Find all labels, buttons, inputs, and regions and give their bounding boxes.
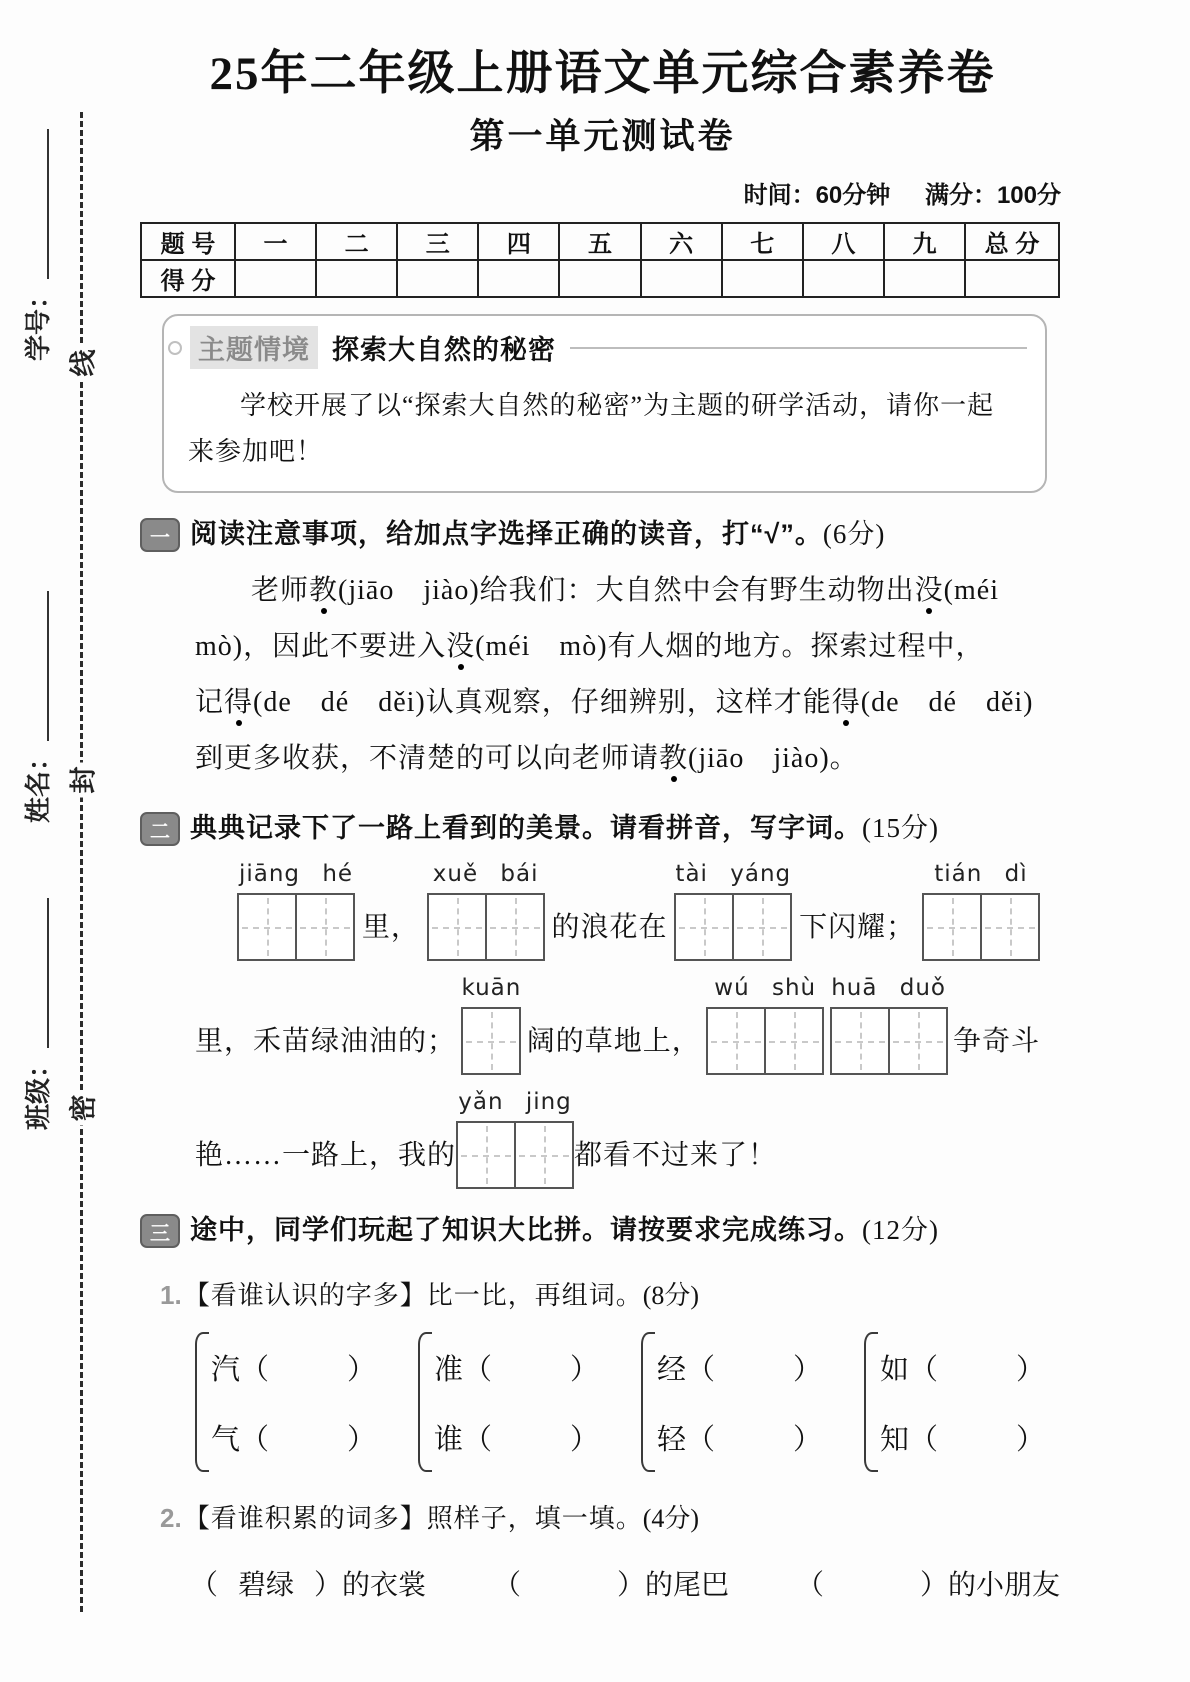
score-table-header-cell: 二 xyxy=(316,223,397,260)
writing-cell[interactable] xyxy=(674,893,734,961)
writing-box-group xyxy=(456,1089,574,1189)
writing-cells xyxy=(461,1007,521,1075)
seal-margin xyxy=(0,0,140,1682)
writing-box-group xyxy=(830,975,948,1075)
writing-cell[interactable] xyxy=(427,893,487,961)
pinyin-label: xuě bái xyxy=(432,861,539,887)
compare-character: 准 xyxy=(433,1353,463,1386)
open-paren: （ xyxy=(908,1423,938,1456)
pair-bracket xyxy=(864,1332,878,1472)
sentence-text: 里， xyxy=(361,912,420,943)
subquestion-1-label: 【看谁认识的字多】 xyxy=(183,1281,427,1310)
open-paren: （ xyxy=(492,1570,521,1601)
pair-bracket xyxy=(195,1332,209,1472)
fill-item xyxy=(493,1563,729,1603)
section-number-badge: 二 xyxy=(140,812,180,846)
passage-text: (méi xyxy=(943,575,999,606)
fill-item xyxy=(796,1563,1060,1603)
sentence-text: 争奇斗 xyxy=(952,1026,1040,1057)
section-1-title xyxy=(190,515,885,553)
subquestion-2-text: 照样子，填一填。 xyxy=(426,1504,643,1533)
section-3-title-text: 途中，同学们玩起了知识大比拼。请按要求完成练习。 xyxy=(190,1215,862,1245)
open-paren: （ xyxy=(685,1423,715,1456)
sentence-text: 都看不过来了！ xyxy=(574,1140,778,1171)
close-paren: ） xyxy=(1015,1353,1045,1386)
theme-header xyxy=(182,326,1027,369)
writing-cells xyxy=(674,893,792,961)
open-paren: （ xyxy=(908,1353,938,1386)
exam-meta xyxy=(140,175,1061,210)
score-entry-cell[interactable] xyxy=(559,260,640,297)
student-field-label: 班级： xyxy=(22,1051,53,1130)
section-2-title-text: 典典记录下了一路上看到的美景。请看拼音，写字词。 xyxy=(190,813,862,843)
compare-character: 轻 xyxy=(656,1423,686,1456)
writing-box-group xyxy=(922,861,1040,961)
pinyin-row xyxy=(195,861,1040,961)
passage-text: 老师 xyxy=(251,575,310,606)
reading-passage xyxy=(195,563,1040,787)
writing-box-group xyxy=(706,975,824,1075)
writing-box-group xyxy=(461,975,521,1075)
section-3-heading xyxy=(140,1211,1065,1249)
emphasized-char: 没 xyxy=(914,575,944,606)
subquestion-1-text: 比一比，再组词。 xyxy=(426,1281,643,1310)
passage-text: (de dé děi)认真观察，仔细辨别，这样才能 xyxy=(253,687,832,718)
paper-subtitle: 第一单元测试卷 xyxy=(469,117,736,156)
score-entry-cell[interactable] xyxy=(478,260,559,297)
fill-blank[interactable]: 碧绿 xyxy=(238,1570,295,1601)
open-paren: （ xyxy=(463,1353,493,1386)
word-pair-column xyxy=(211,1332,376,1472)
word-pair-line xyxy=(880,1332,1045,1402)
student-field-label: 姓名： xyxy=(22,744,53,823)
score-table-header-cell: 六 xyxy=(641,223,722,260)
open-paren: （ xyxy=(190,1570,219,1601)
theme-body-text: 学校开展了以“探索大自然的秘密”为主题的研学活动，请你一起来参加吧！ xyxy=(188,391,995,466)
pair-bracket xyxy=(641,1332,655,1472)
close-paren: ） xyxy=(1015,1423,1045,1456)
passage-line xyxy=(195,563,1040,619)
score-table-header-cell: 一 xyxy=(235,223,316,260)
section-3-points: (12分) xyxy=(862,1215,939,1245)
close-paren: ） xyxy=(314,1570,343,1601)
score-table-header-cell: 五 xyxy=(559,223,640,260)
pinyin-label: tài yáng xyxy=(675,861,792,887)
section-2-points: (15分) xyxy=(862,813,939,843)
subquestion-1 xyxy=(160,1275,1065,1312)
writing-cell[interactable] xyxy=(516,1121,574,1189)
pinyin-row xyxy=(195,1089,1040,1189)
writing-cell[interactable] xyxy=(237,893,297,961)
close-paren: ） xyxy=(347,1423,377,1456)
open-paren: （ xyxy=(240,1423,270,1456)
section-1-points: (6分) xyxy=(822,519,886,549)
score-entry-cell[interactable] xyxy=(884,260,965,297)
word-pair-column xyxy=(657,1332,822,1472)
writing-cells xyxy=(706,1007,824,1075)
sentence-text: 里，禾苗绿油油的； xyxy=(195,1026,457,1057)
sentence-text: 阔的草地上， xyxy=(526,1026,701,1057)
passage-text: (jiāo jiào)给我们：大自然中会有野生动物出 xyxy=(338,575,915,606)
pair-bracket xyxy=(418,1332,432,1472)
section-number-badge: 一 xyxy=(140,518,180,552)
writing-cells xyxy=(237,893,355,961)
writing-cell[interactable] xyxy=(297,893,355,961)
writing-cells xyxy=(427,893,545,961)
student-field-blank-line[interactable] xyxy=(23,129,49,279)
emphasized-char: 没 xyxy=(446,631,476,662)
score-table xyxy=(140,222,1060,298)
compare-character: 谁 xyxy=(433,1423,463,1456)
score-entry-cell[interactable] xyxy=(641,260,722,297)
compare-character: 经 xyxy=(656,1353,686,1386)
pinyin-label: wú shù xyxy=(714,975,817,1001)
score-entry-cell[interactable] xyxy=(965,260,1059,297)
score-table-header-cell: 三 xyxy=(397,223,478,260)
compare-character: 汽 xyxy=(211,1353,241,1386)
writing-cell[interactable] xyxy=(487,893,545,961)
close-paren: ） xyxy=(793,1423,823,1456)
subquestion-1-number: 1. xyxy=(160,1280,182,1310)
writing-box-group xyxy=(237,861,355,961)
time-limit: 时间：60分钟 xyxy=(743,182,891,209)
word-pair-group xyxy=(418,1332,599,1472)
paper-content xyxy=(140,0,1065,1603)
student-field-blank-line[interactable] xyxy=(23,898,49,1048)
close-paren: ） xyxy=(616,1570,645,1601)
pinyin-label: tián dì xyxy=(934,861,1028,887)
writing-cells xyxy=(456,1121,574,1189)
pinyin-row xyxy=(195,975,1040,1075)
theme-tag: 主题情境 xyxy=(190,326,318,369)
pinyin-label: jiāng hé xyxy=(238,861,354,887)
score-table-header-cell: 题 号 xyxy=(141,223,235,260)
close-paren: ） xyxy=(919,1570,948,1601)
close-paren: ） xyxy=(347,1353,377,1386)
emphasized-char: 教 xyxy=(659,743,689,774)
theme-rule-line xyxy=(570,347,1027,349)
fill-suffix: 的小朋友 xyxy=(947,1570,1060,1601)
subquestion-2-points: (4分) xyxy=(642,1504,700,1533)
seal-char: 封 xyxy=(60,763,103,798)
passage-text: mò)，因此不要进入 xyxy=(195,631,447,662)
word-compare-row xyxy=(195,1332,1045,1472)
word-pair-column xyxy=(880,1332,1045,1472)
student-field xyxy=(18,860,54,1130)
writing-cell[interactable] xyxy=(734,893,792,961)
student-field xyxy=(18,91,54,361)
compare-character: 气 xyxy=(211,1423,241,1456)
subquestion-2-label: 【看谁积累的词多】 xyxy=(183,1504,427,1533)
writing-box-group xyxy=(674,861,792,961)
seal-char: 密 xyxy=(60,1091,103,1126)
writing-cells xyxy=(830,1007,948,1075)
word-pair-line xyxy=(657,1332,822,1402)
open-paren: （ xyxy=(240,1353,270,1386)
emphasized-char: 教 xyxy=(309,575,339,606)
seal-char: 线 xyxy=(60,346,103,381)
score-entry-cell[interactable] xyxy=(397,260,478,297)
compare-character: 如 xyxy=(879,1353,909,1386)
writing-cell[interactable] xyxy=(766,1007,824,1075)
word-pair-line xyxy=(434,1402,599,1472)
writing-box-group xyxy=(427,861,545,961)
writing-cell[interactable] xyxy=(706,1007,766,1075)
fill-suffix: 的尾巴 xyxy=(645,1570,730,1601)
section-number-badge: 三 xyxy=(140,1214,180,1248)
score-entry-cell[interactable] xyxy=(722,260,803,297)
subquestion-2 xyxy=(160,1498,1065,1535)
paper-title: 25年二年级上册语文单元综合素养卷 xyxy=(209,48,996,100)
theme-box xyxy=(162,314,1047,493)
pinyin-label: yǎn jing xyxy=(458,1089,572,1115)
section-2-title xyxy=(190,809,939,847)
score-table-header-cell: 七 xyxy=(722,223,803,260)
student-field-label: 学号： xyxy=(22,282,53,361)
score-row-label: 得 分 xyxy=(141,260,235,297)
close-paren: ） xyxy=(570,1353,600,1386)
compare-character: 知 xyxy=(879,1423,909,1456)
score-table-header-cell: 八 xyxy=(803,223,884,260)
passage-line xyxy=(195,675,1040,731)
section-1-heading xyxy=(140,515,1065,553)
close-paren: ） xyxy=(793,1353,823,1386)
word-pair-column xyxy=(434,1332,599,1472)
open-paren: （ xyxy=(795,1570,824,1601)
writing-cell[interactable] xyxy=(461,1007,521,1075)
fill-suffix: 的衣裳 xyxy=(342,1570,427,1601)
section-3-title xyxy=(190,1211,939,1249)
section-2-heading xyxy=(140,809,1065,847)
subquestion-1-points: (8分) xyxy=(642,1281,700,1310)
writing-cell[interactable] xyxy=(456,1121,516,1189)
score-table-score-row xyxy=(141,260,1059,297)
writing-cell[interactable] xyxy=(830,1007,890,1075)
score-entry-cell[interactable] xyxy=(316,260,397,297)
emphasized-char: 得 xyxy=(224,687,254,718)
word-pair-line xyxy=(211,1402,376,1472)
pinyin-label: kuān xyxy=(461,975,522,1001)
sentence-text: 下闪耀； xyxy=(799,912,916,943)
score-entry-cell[interactable] xyxy=(803,260,884,297)
passage-text: 记 xyxy=(195,687,225,718)
seal-dashed-line xyxy=(80,112,83,1612)
writing-cell[interactable] xyxy=(982,893,1040,961)
sentence-text: 艳……一路上，我的 xyxy=(195,1140,457,1171)
word-pair-group xyxy=(864,1332,1045,1472)
open-paren: （ xyxy=(463,1423,493,1456)
score-table-header-cell: 九 xyxy=(884,223,965,260)
word-pair-line xyxy=(657,1402,822,1472)
student-field xyxy=(18,553,54,823)
score-entry-cell[interactable] xyxy=(235,260,316,297)
sentence-text: 的浪花在 xyxy=(551,912,668,943)
pinyin-label: huā duǒ xyxy=(831,975,946,1001)
pinyin-writing-area xyxy=(195,861,1040,1189)
fill-item xyxy=(190,1563,426,1603)
writing-cell[interactable] xyxy=(922,893,982,961)
word-pair-line xyxy=(880,1402,1045,1472)
close-paren: ） xyxy=(570,1423,600,1456)
passage-line xyxy=(195,731,1040,787)
full-score: 满分：100分 xyxy=(924,182,1061,209)
fill-in-row xyxy=(190,1563,1060,1603)
word-pair-group xyxy=(641,1332,822,1472)
student-field-blank-line[interactable] xyxy=(23,591,49,741)
ring-icon xyxy=(168,341,182,355)
passage-text: (méi mò)有人烟的地方。探索过程中， xyxy=(475,631,985,662)
score-table-header-cell: 四 xyxy=(478,223,559,260)
word-pair-line xyxy=(211,1332,376,1402)
passage-text: 到更多收获，不清楚的可以向老师请 xyxy=(195,743,660,774)
subquestion-2-number: 2. xyxy=(160,1503,182,1533)
passage-text: (de dé děi) xyxy=(860,687,1034,718)
passage-line xyxy=(195,619,1040,675)
writing-cell[interactable] xyxy=(890,1007,948,1075)
emphasized-char: 得 xyxy=(831,687,861,718)
word-pair-group xyxy=(195,1332,376,1472)
score-table-header-cell: 总 分 xyxy=(965,223,1059,260)
theme-title: 探索大自然的秘密 xyxy=(332,335,556,365)
word-pair-line xyxy=(434,1332,599,1402)
open-paren: （ xyxy=(685,1353,715,1386)
section-1-title-text: 阅读注意事项，给加点字选择正确的读音，打“√”。 xyxy=(190,519,823,549)
score-table-header-row xyxy=(141,223,1059,260)
passage-text: (jiāo jiào)。 xyxy=(688,743,859,774)
writing-cells xyxy=(922,893,1040,961)
